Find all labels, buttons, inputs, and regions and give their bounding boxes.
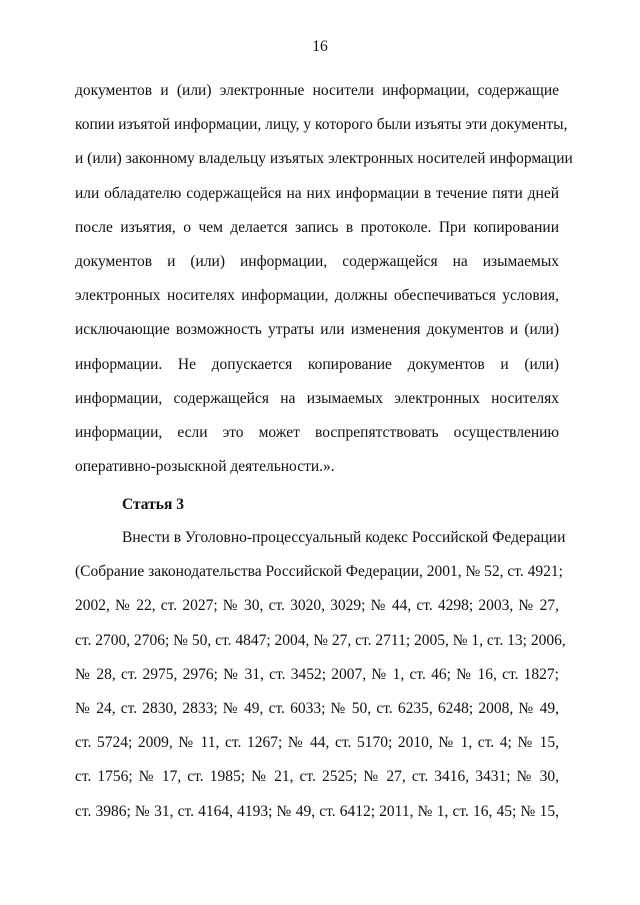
paragraph-line: ст. 5724; 2009, № 11, ст. 1267; № 44, ст. 5170; 2010, № 1, ст. 4; № 15, xyxy=(75,734,559,752)
paragraph-line: или обладателю содержащейся на них информации в течение пяти дней xyxy=(75,184,559,202)
paragraph-line: ст. 3986; № 31, ст. 4164, 4193; № 49, ст. 6412; 2011, № 1, ст. 16, 45; № 15, xyxy=(75,802,559,820)
paragraph-line: копии изъятой информации, лицу, у которого были изъяты эти документы, xyxy=(75,116,568,134)
paragraph-line: информации, содержащейся на изымаемых электронных носителях xyxy=(75,389,559,407)
paragraph-line: (Собрание законодательства Российской Федерации, 2001, № 52, ст. 4921; xyxy=(75,563,563,581)
article-paragraph xyxy=(75,521,566,829)
article-heading: Статья 3 xyxy=(122,496,184,513)
paragraph-line: и (или) законному владельцу изъятых электронных носителей информации xyxy=(75,150,573,168)
paragraph-line: после изъятия, о чем делается запись в протоколе. При копировании xyxy=(75,218,559,236)
paragraph-line: ст. 2700, 2706; № 50, ст. 4847; 2004, № 27, ст. 2711; 2005, № 1, ст. 13; 2006, xyxy=(75,631,566,649)
article-heading-block xyxy=(75,488,559,522)
paragraph-line: исключающие возможность утраты или изменения документов и (или) xyxy=(75,321,559,339)
paragraph-line: № 28, ст. 2975, 2976; № 31, ст. 3452; 2007, № 1, ст. 46; № 16, ст. 1827; xyxy=(75,665,559,683)
paragraph-line: электронных носителях информации, должны обеспечиваться условия, xyxy=(75,287,559,305)
paragraph-line: ст. 1756; № 17, ст. 1985; № 21, ст. 2525; № 27, ст. 3416, 3431; № 30, xyxy=(75,768,559,786)
page-number: 16 xyxy=(312,38,328,55)
paragraph-line: оперативно-розыскной деятельности.». xyxy=(75,458,335,476)
paragraph-line: информации, если это может воспрепятствовать осуществлению xyxy=(75,423,559,441)
continuation-paragraph xyxy=(75,74,573,484)
paragraph-line: документов и (или) электронные носители информации, содержащие xyxy=(75,82,559,99)
paragraph-line: информации. Не допускается копирование документов и (или) xyxy=(75,355,559,373)
paragraph-line: 2002, № 22, ст. 2027; № 30, ст. 3020, 3029; № 44, ст. 4298; 2003, № 27, xyxy=(75,597,559,615)
paragraph-line: № 24, ст. 2830, 2833; № 49, ст. 6033; № 50, ст. 6235, 6248; 2008, № 49, xyxy=(75,699,559,717)
paragraph-line: Внести в Уголовно-процессуальный кодекс Российской Федерации xyxy=(122,529,566,546)
paragraph-line: документов и (или) информации, содержащейся на изымаемых xyxy=(75,252,559,270)
